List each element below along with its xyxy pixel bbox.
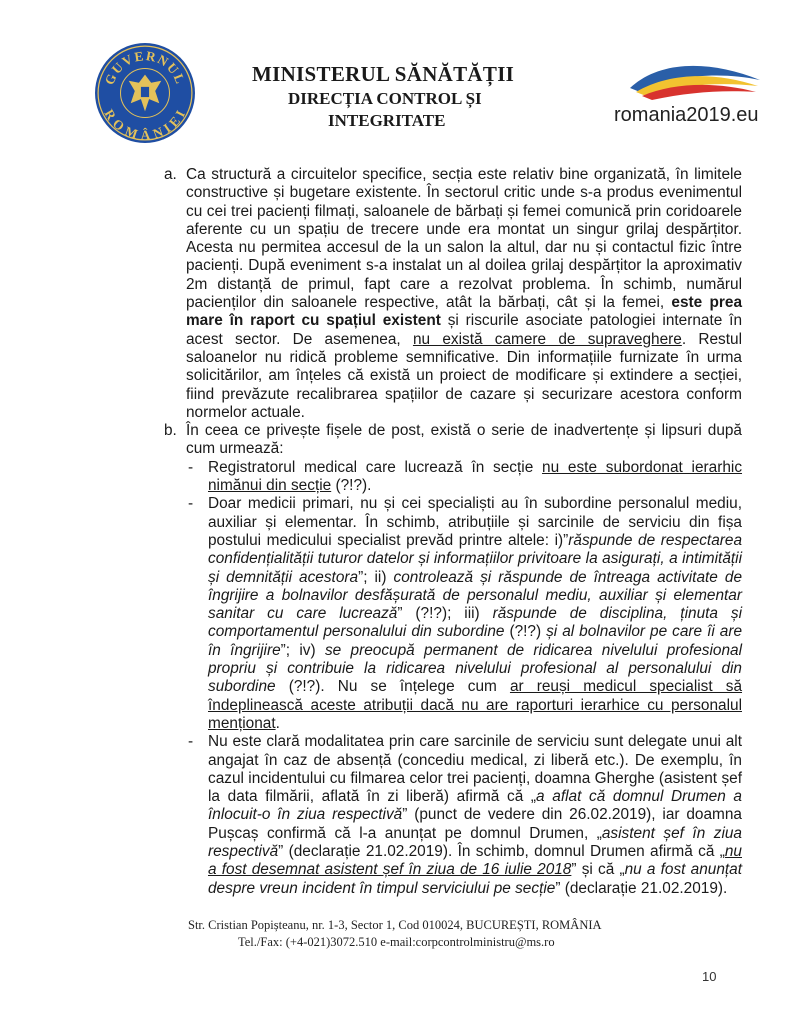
text-run: (?!?). Nu se înțelege cum	[275, 678, 510, 696]
italic-run: răspunde de disciplina, ținuta și comportamentul personalului din subordine	[208, 605, 743, 641]
text-run: Doar medicii primari, nu și cei specialiști au în subordine personalul mediu, auxiliar și elementar. În schimb, atribuțiile și sarcinile de serviciu din fișa postului medicului specialist prevăd printre altele: i)”	[208, 495, 742, 549]
report-body	[160, 166, 742, 898]
point-b-intro: În ceea ce privește fișele de post, există o serie de inadvertențe și lipsuri după cum urmează:	[186, 422, 742, 458]
subpoint-1	[160, 459, 742, 496]
bold-run: este prea mare în raport cu spațiul existent	[186, 294, 742, 330]
text-run: ” (declarație 21.02.2019). În schimb, domnul Drumen afirmă că „	[278, 842, 725, 860]
directorate-line-2: INTEGRITATE	[328, 111, 446, 130]
text-run: ” și că „	[571, 861, 625, 879]
subpoint-2-text	[208, 495, 742, 733]
italic-underline-run: nu a fost desemnat asistent șef în ziua de 16 iulie 2018	[208, 842, 742, 879]
italic-run: și al bolnavilor pe care îi are în îngrijire	[208, 623, 743, 659]
point-b-label: b.	[164, 422, 177, 440]
subpoint-1-text	[208, 459, 742, 496]
footer-contact: Tel./Fax: (+4-021)3072.510 e-mail:corpcontrolministru@ms.ro	[238, 935, 555, 949]
text-run: . Restul saloanelor nu ridică probleme semnificative. Din informațiile furnizate în urma solicitărilor, am înțeles că există un proiect de modificare și extindere a secției, fiind prevăzute recalibrarea spațiilor de cazare și securizare acestora conform normelor actuale.	[186, 330, 742, 421]
romania2019-logo-text: romania2019.eu	[614, 104, 759, 126]
text-run: ”; ii)	[358, 568, 394, 586]
point-a-text	[186, 166, 742, 422]
list-dash: -	[188, 458, 194, 476]
text-run: (?!?).	[331, 477, 372, 495]
italic-run: nu a fost anunțat despre vreun incident în timpul serviciului pe secție	[208, 861, 742, 897]
underline-run: nu există camere de supraveghere	[412, 330, 682, 348]
directorate-line-1: DIRECȚIA CONTROL ȘI	[288, 89, 482, 108]
point-a-label: a.	[164, 166, 177, 183]
text-run: (?!?)	[504, 623, 547, 641]
page-header	[0, 0, 800, 150]
point-a	[160, 166, 742, 422]
italic-run: asistent șef în ziua respectivă	[208, 824, 742, 860]
text-run: Ca structură a circuitelor specifice, secția este relativ bine organizată, în limitele constructive și bugetare existente. În sectorul critic unde s-a produs evenimentul cu cei trei pacienți filmați, saloanele de bărbați și femei comunică prin coridoarele aferente cu un spațiu de trecere unde era montat un singur grilaj despărțitor. Acesta nu permitea accesul de la un salon la altul, dar nu și contactul fizic între pacienți. După eveniment s-a instalat un al doilea grilaj despărțitor la aproximativ 2m distanță de primul, fapt care a rezolvat problema. În schimb, numărul pacienților din saloanele respective, atât la bărbați, cât și la femei,	[186, 166, 742, 312]
subpoint-3-text	[208, 733, 742, 898]
italic-run: se preocupă permanent de ridicarea nivelului profesional propriu și contribuie la ridicarea nivelului profesional al personalului din subordine	[208, 641, 742, 696]
footer-address: Str. Cristian Popișteanu, nr. 1-3, Sector 1, Cod 010024, BUCUREȘTI, ROMÂNIA	[188, 918, 602, 932]
underline-run: nu este subordonat ierarhic nimănui din secție	[208, 458, 743, 495]
page-number: 10	[702, 969, 717, 984]
text-run: Nu este clară modalitatea prin care sarcinile de serviciu sunt delegate unui alt angajat în caz de absență (concediu medical, zi liberă etc.). De exemplu, în cazul incidentului cu filmarea celor trei pacienți, doamna Gherghe (asistent șef la data filmării, aflată în zi liberă) afirmă că „	[208, 733, 742, 806]
italic-run: a aflat că domnul Drumen a înlocuit-o în ziua respectivă	[208, 788, 742, 824]
svg-text:ROMÂNIEI: ROMÂNIEI	[101, 106, 189, 143]
government-seal-icon	[94, 42, 196, 144]
underline-run: ar reuși medicul specialist să îndeplinească aceste atribuții dacă nu are raporturi ierarhice cu personalul menționat	[208, 678, 743, 732]
ministry-name: MINISTERUL SĂNĂTĂȚII	[252, 62, 515, 86]
subpoint-3	[160, 733, 742, 898]
italic-run: răspunde de respectarea confidențialității tuturor datelor și informațiilor privitoare la asigurați, a intimității și demnității acestora	[208, 531, 742, 586]
text-run: .	[275, 714, 280, 732]
svg-text:GUVERNUL: GUVERNUL	[101, 48, 189, 87]
text-run: ” (declarație 21.02.2019).	[555, 879, 728, 897]
text-run: ”; iv)	[280, 641, 325, 659]
text-run: ” (?!?); iii)	[397, 605, 493, 623]
point-b	[160, 422, 742, 459]
list-dash: -	[188, 495, 194, 513]
list-dash: -	[188, 733, 194, 751]
subpoint-2	[160, 495, 742, 733]
text-run: ” (punct de vedere din 26.02.2019), iar doamna Pușcaș confirmă că l-a anunțat pe domnul Drumen, „	[208, 806, 742, 842]
text-run: Registratorul medical care lucrează în secție	[208, 458, 543, 476]
italic-run: controlează și răspunde de întreaga activitate de îngrijire a bolnavilor desfășurată de personalul mediu, auxiliar și elementar sanitar cu care lucrează	[208, 568, 743, 623]
text-run: și riscurile asociate patologiei internate în acest sector. De asemenea,	[186, 312, 743, 348]
